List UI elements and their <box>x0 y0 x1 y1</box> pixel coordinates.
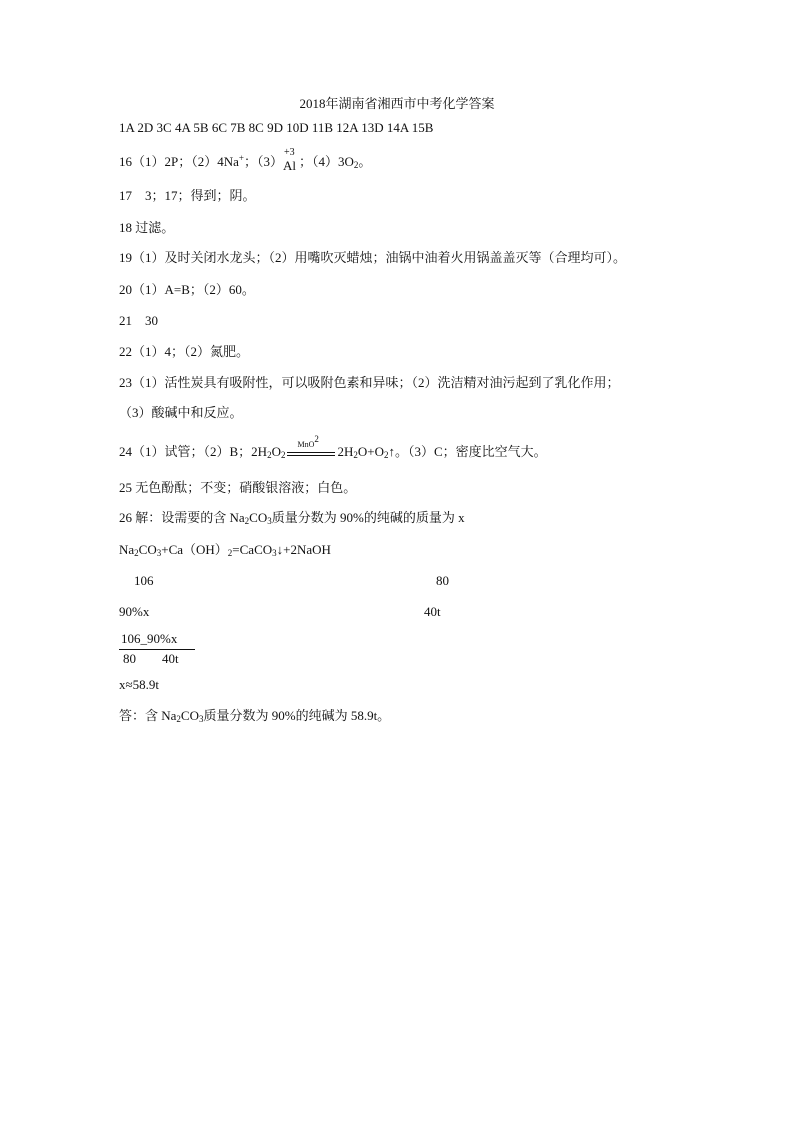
result: x≈58.9t <box>119 677 159 692</box>
page-title: 2018年湖南省湘西市中考化学答案 <box>299 96 495 111</box>
final-answer: 答：含 $Na_2CO_3$质量分数为 90%的纯碱为 58.9t。 <box>119 708 391 724</box>
answer-25: 25 无色酚酞；不变；硝酸银溶液；白色。 <box>119 480 357 495</box>
answer-23-line1: 23（1）活性炭具有吸附性，可以吸附色素和异味；（2）洗洁精对油污起到了乳化作用； <box>119 375 620 390</box>
answer-20: 20（1）A=B；（2）60。 <box>119 282 255 297</box>
answer-19: 19（1）及时关闭水龙头；（2）用嘴吹灭蜡烛；油锅中油着火用锅盖盖灭等（合理均可）。 <box>119 250 627 265</box>
molar-mass-naoh: 80 <box>436 573 449 588</box>
answer-22: 22（1）4；（2）氮肥。 <box>119 344 250 359</box>
fraction-denominator: 80 40t <box>123 651 179 666</box>
fraction-numerator: 106_90%x <box>121 631 178 646</box>
answer-24: 24（1）试管；（2）B；$2H_2O_2$ MnO$^2$ $2H_2O+O_2↑$。（3）C；密度比空气大。 <box>119 434 547 460</box>
chemical-equation: $Na_2CO_3+Ca(OH)_2=CaCO_3↓+2NaOH$ <box>119 542 331 558</box>
answer-16: 16（1）2P；（2）4Na+；（3） +3 Al ；$(4)3O_2$。 <box>119 147 372 173</box>
choice-answers: 1A 2D 3C 4A 5B 6C 7B 8C 9D 10D 11B 12A 13D 14A 15B <box>119 120 434 135</box>
molar-mass-na2co3: 106 <box>134 573 154 588</box>
answer-23-line2: （3）酸碱中和反应。 <box>119 405 243 420</box>
answer-18: 18 过滤。 <box>119 220 175 235</box>
unknown-mass: 90%x <box>119 604 150 619</box>
answer-26-intro: 26 解：设需要的含 $Na_2CO_3$质量分数为 90%的纯碱的质量为 x <box>119 510 465 526</box>
oxidation-state-al: +3 Al <box>282 147 296 173</box>
answer-21: 21 30 <box>119 313 159 328</box>
answer-17: 17 3；17；得到；阴。 <box>119 188 256 203</box>
catalyst-reaction-arrow: MnO$^2$ <box>287 443 335 461</box>
known-mass: 40t <box>424 604 441 619</box>
